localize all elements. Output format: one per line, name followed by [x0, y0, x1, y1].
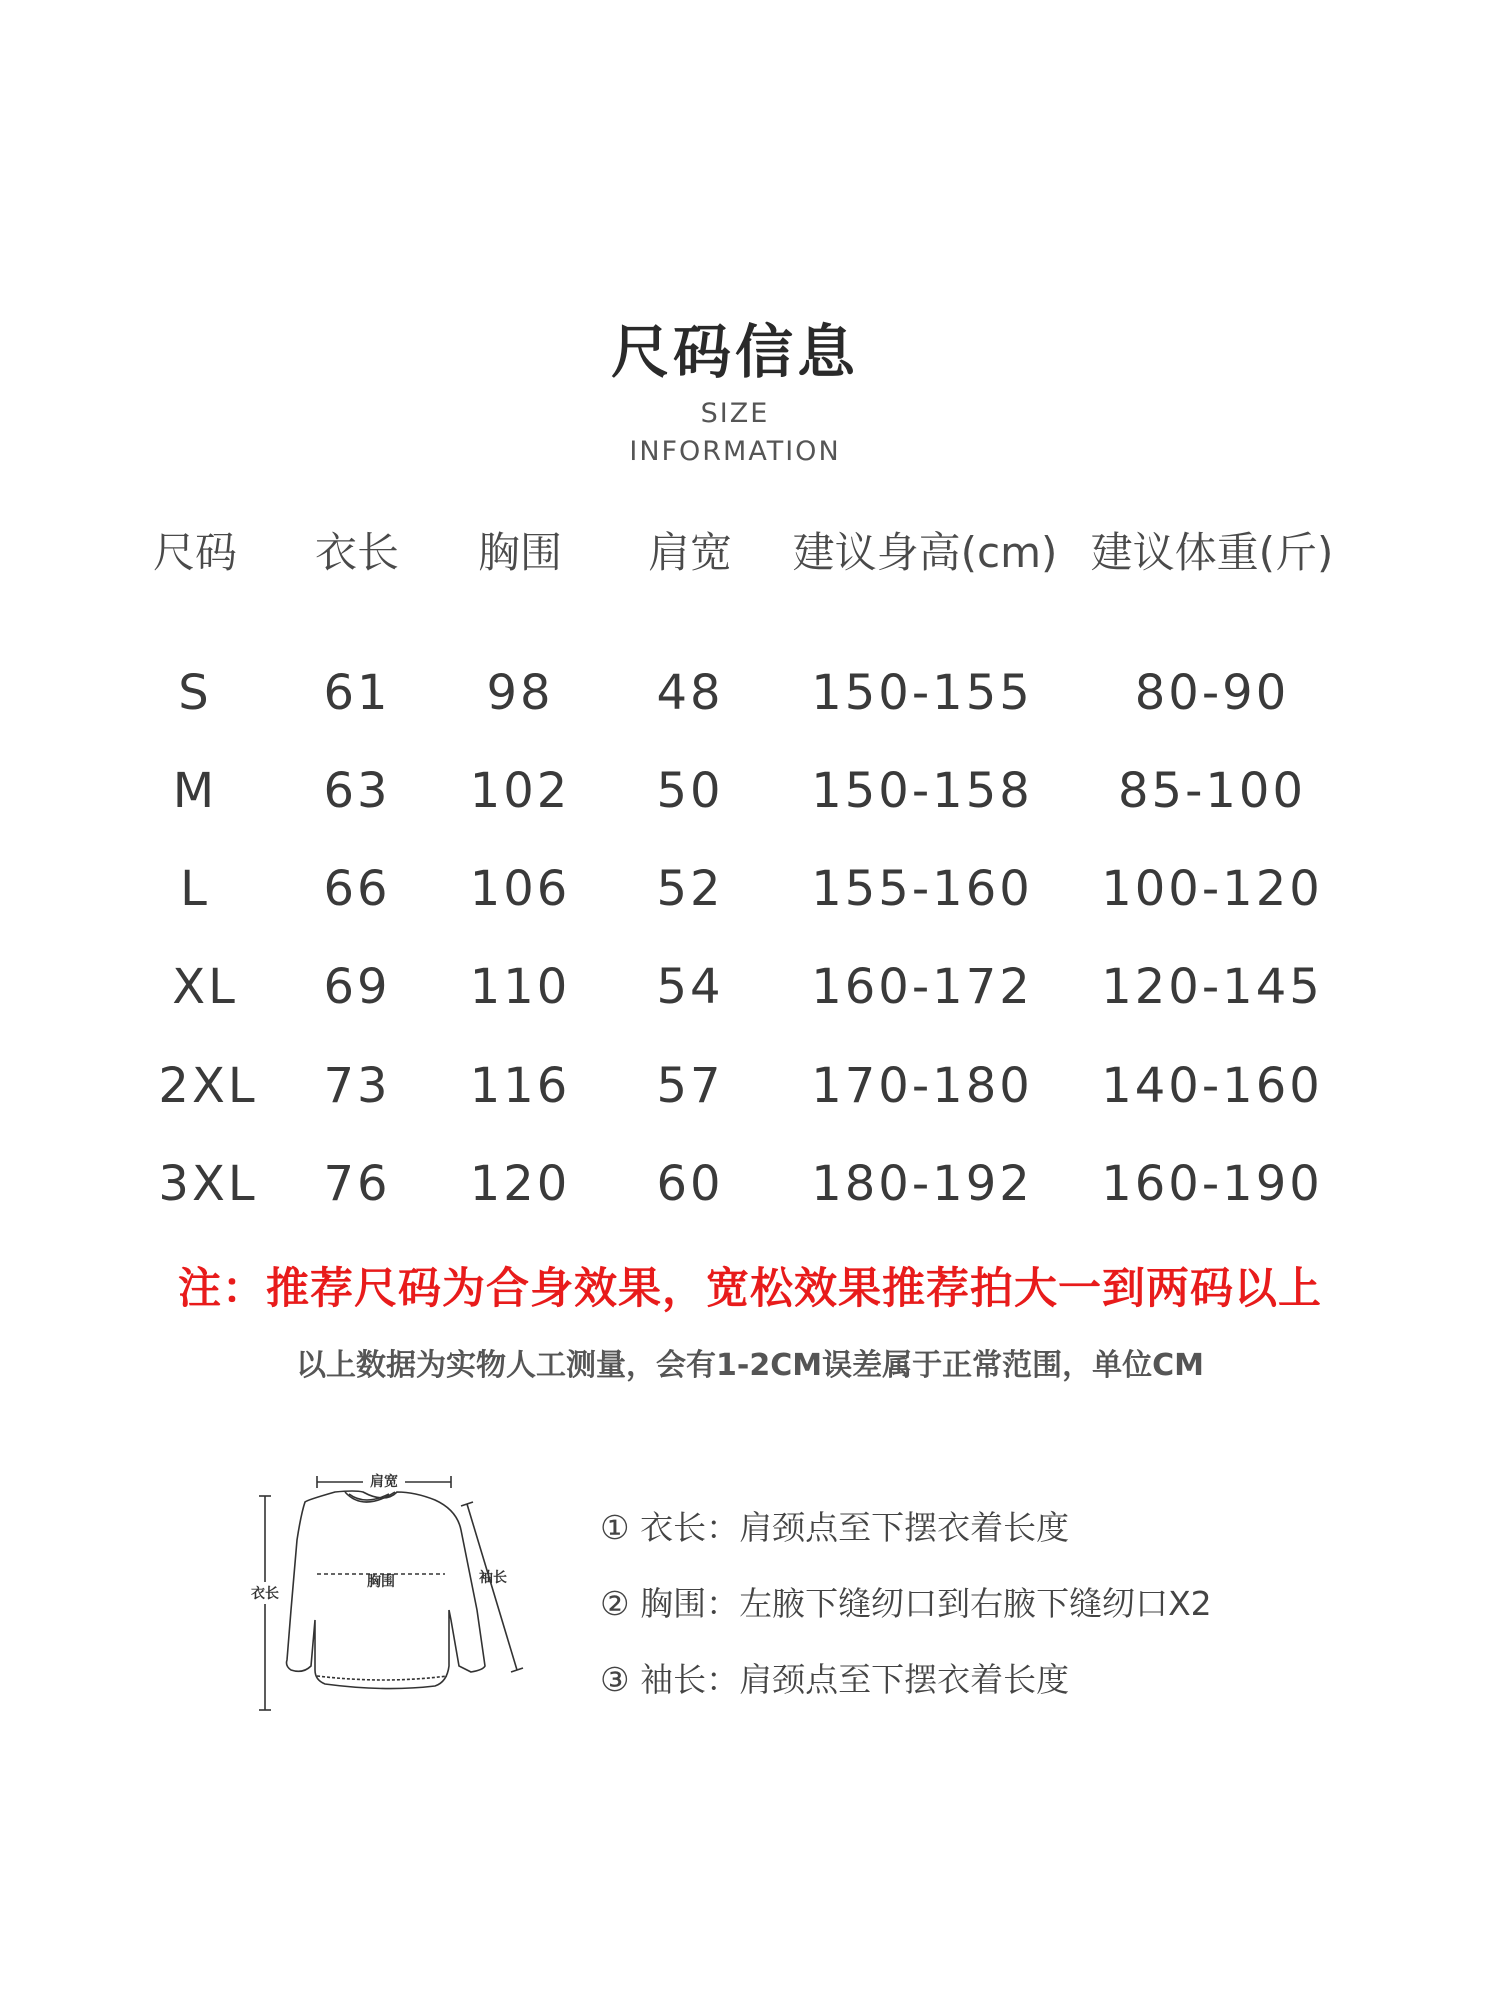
shoulder-label: 肩宽: [370, 1474, 398, 1490]
cell-chest: 120: [469, 1156, 571, 1212]
garment-measurement-diagram: [245, 1470, 535, 1730]
cell-length: 66: [323, 861, 391, 917]
table-row: [0, 1156, 1500, 1236]
cell-length: 73: [323, 1058, 391, 1114]
column-header-size: 尺码: [152, 528, 238, 577]
legend-item-sleeve: ③ 袖长：肩颈点至下摆衣着长度: [600, 1660, 1070, 1699]
cell-shoulder: 50: [656, 763, 724, 819]
cell-size: L: [180, 861, 210, 917]
table-row: [0, 959, 1500, 1039]
sleeve-label: 袖长: [479, 1570, 507, 1586]
length-label: 衣长: [251, 1586, 279, 1602]
cell-height: 160-172: [811, 959, 1033, 1015]
cell-chest: 102: [469, 763, 571, 819]
cell-weight: 120-145: [1101, 959, 1323, 1015]
cell-shoulder: 54: [656, 959, 724, 1015]
cell-size: 2XL: [158, 1058, 258, 1114]
cell-height: 150-158: [811, 763, 1033, 819]
column-header-chest: 胸围: [477, 528, 563, 577]
cell-shoulder: 57: [656, 1058, 724, 1114]
cell-length: 69: [323, 959, 391, 1015]
cell-length: 63: [323, 763, 391, 819]
table-row: [0, 763, 1500, 843]
cell-weight: 80-90: [1134, 665, 1290, 721]
cell-length: 61: [323, 665, 391, 721]
measurement-disclaimer: 以上数据为实物人工测量，会有1-2CM误差属于正常范围，单位CM: [296, 1348, 1204, 1383]
column-header-height: 建议身高(cm): [792, 528, 1058, 577]
table-row: [0, 1058, 1500, 1138]
subtitle-line1: SIZE: [700, 398, 770, 429]
column-header-length: 衣长: [314, 528, 400, 577]
cell-size: 3XL: [158, 1156, 258, 1212]
cell-chest: 116: [469, 1058, 571, 1114]
subtitle-line2: INFORMATION: [629, 436, 841, 467]
cell-chest: 106: [469, 861, 571, 917]
sizing-advice-note: 注：推荐尺码为合身效果，宽松效果推荐拍大一到两码以上: [178, 1264, 1322, 1314]
cell-chest: 110: [469, 959, 571, 1015]
cell-height: 150-155: [811, 665, 1033, 721]
column-header-weight: 建议体重(斤): [1090, 528, 1334, 577]
legend-item-length: ① 衣长：肩颈点至下摆衣着长度: [600, 1508, 1070, 1547]
cell-shoulder: 52: [656, 861, 724, 917]
cell-length: 76: [323, 1156, 391, 1212]
measurement-arrows-icon: [259, 1476, 523, 1710]
cell-shoulder: 48: [656, 665, 724, 721]
cell-shoulder: 60: [656, 1156, 724, 1212]
table-row: [0, 665, 1500, 745]
cell-weight: 140-160: [1101, 1058, 1323, 1114]
chest-label: 胸围: [367, 1574, 395, 1590]
cell-height: 180-192: [811, 1156, 1033, 1212]
cell-weight: 85-100: [1117, 763, 1307, 819]
column-header-shoulder: 肩宽: [647, 528, 733, 577]
cell-height: 170-180: [811, 1058, 1033, 1114]
cell-weight: 100-120: [1101, 861, 1323, 917]
cell-size: S: [178, 665, 212, 721]
cell-height: 155-160: [811, 861, 1033, 917]
cell-chest: 98: [486, 665, 554, 721]
page-title: 尺码信息: [610, 318, 859, 386]
table-row: [0, 861, 1500, 941]
legend-item-chest: ② 胸围：左腋下缝纫口到右腋下缝纫口X2: [600, 1584, 1212, 1623]
cell-size: XL: [172, 959, 238, 1015]
cell-size: M: [172, 763, 218, 819]
cell-weight: 160-190: [1101, 1156, 1323, 1212]
